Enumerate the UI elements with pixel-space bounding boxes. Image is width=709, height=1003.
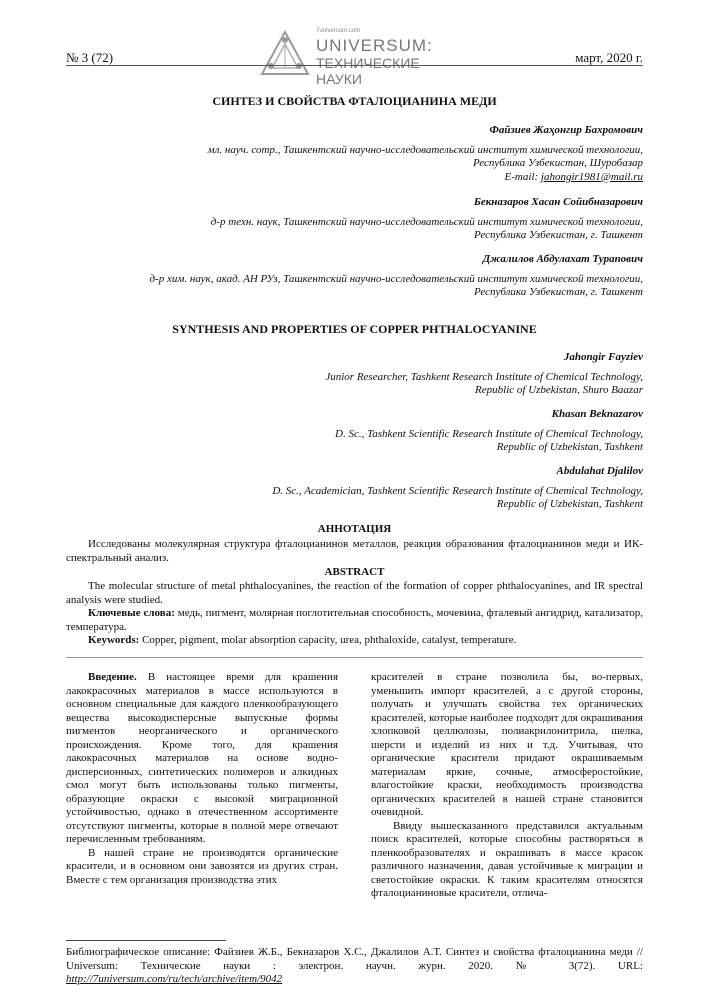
- author-location: Republic of Uzbekistan, Shuro Baazar: [475, 384, 643, 396]
- body-paragraph: Ввиду вышесказанного представился актуальным поиск красителей, которые способны растворяться в пленкообразователях и окрашивать в массе красок различного назначения, давая устойчивые к миграции и светостойкие окраски. К таким красителям относятся фталоцианиновые красители, отлича-: [371, 819, 643, 899]
- author-affiliation: д-р хим. наук, акад. АН РУз, Ташкентский научно-исследовательский институт химической технологии,: [149, 272, 643, 285]
- author-location: Республика Узбекистан, г. Ташкент: [474, 229, 643, 241]
- author-location: Republic of Uzbekistan, Tashkent: [496, 498, 643, 510]
- abstract-ru-heading: АННОТАЦИЯ: [317, 523, 392, 535]
- issue-number: № 3 (72): [66, 50, 114, 65]
- citation-url-link[interactable]: http://7universum.com/ru/tech/archive/item/9042: [66, 973, 283, 985]
- ru-title: СИНТЕЗ И СВОЙСТВА ФТАЛОЦИАНИНА МЕДИ: [212, 94, 497, 108]
- keywords-ru: [66, 607, 643, 634]
- body-paragraph: красителей в стране позволила бы, во-первых, уменьшить импорт красителей, а с другой стороны, получать и улучшать свойства тех органических красителей, которые наиболее подходят для окрашивания хлопковой целлюлозы, полиакрилонитрила, шелка, шерсти и изделий из них и т.д. Учитывая, что органические красители придают окрашиваемым материалам яркие, сочные, атмосферостойкие, влагостойкие краски, необходимость производства органических красителей в нашей стране становится очевидной.: [371, 671, 643, 818]
- intro-label: Введение.: [88, 671, 137, 683]
- keywords-en-label: Keywords:: [88, 634, 140, 646]
- journal-logo: [258, 28, 458, 87]
- author-name: Abdulahat Djalilov: [556, 465, 643, 477]
- header-divider: [66, 65, 643, 66]
- author-affiliation: D. Sc., Academician, Tashkent Scientific Research Institute of Chemical Technology,: [272, 484, 643, 497]
- author-name: Khasan Beknazarov: [551, 408, 643, 420]
- keywords-en-text: Copper, pigment, molar absorption capacity, urea, phthaloxide, catalyst, temperature.: [139, 634, 517, 646]
- issue-date: март, 2020 г.: [575, 50, 643, 65]
- body-right-column: [371, 671, 643, 901]
- page-header: [66, 28, 643, 87]
- ru-author-2: [211, 196, 643, 243]
- author-affiliation: Junior Researcher, Tashkent Research Institute of Chemical Technology,: [325, 370, 643, 383]
- body-left-column: [66, 671, 338, 887]
- citation-text: Библиографическое описание: Файзиев Ж.Б., Бекназаров Х.С., Джалилов А.Т. Синтез и свойства фталоцианина меди // Universum: Технические науки : электрон. научн. журн. 2020. № 3(72). URL:: [66, 946, 643, 972]
- abstract-ru-text: Исследованы молекулярная структура фталоцианинов металлов, реакция образования фталоцианинов меди и ИК-спектральный анализ.: [66, 538, 643, 564]
- en-author-3: [272, 465, 643, 512]
- abstract-en-heading: ABSTRACT: [324, 566, 385, 578]
- author-affiliation: D. Sc., Tashkent Scientific Research Institute of Chemical Technology,: [335, 427, 643, 440]
- keywords-en: [66, 634, 643, 648]
- citation-footnote: [66, 946, 643, 987]
- author-affiliation: мл. науч. сотр., Ташкентский научно-исследовательский институт химической технологии,: [207, 143, 643, 156]
- author-location: Республика Узбекистан, г. Ташкент: [474, 286, 643, 298]
- en-author-1: [325, 351, 643, 398]
- author-location: Республика Узбекистан, Шуробазар: [472, 157, 643, 169]
- intro-paragraph: Введение. В настоящее время для крашения лакокрасочных материалов в массе используются в основном специальные для каждого пленкообразующего вещества высокодисперсные выпускные формы пигментов неорганического и органического происхождения. Кроме того, для крашения лакокрасочных материалов на основе водно-дисперсионных, синтетических полимеров и алкидных смол могут быть использованы только пигменты, образующие окраски с высокой миграционной устойчивостью, однако в отечественном ассортименте отсутствуют пигменты, которые в полной мере отвечают перечисленным требованиям.: [66, 671, 338, 845]
- author-name: Jahongir Fayziev: [563, 351, 643, 363]
- abstract-en-text: The molecular structure of metal phthalocyanines, the reaction of the formation of copper phthalocyanines, and IR spectral analysis were studied.: [66, 580, 643, 606]
- author-email-link[interactable]: jahongir1981@mail.ru: [540, 170, 643, 183]
- author-affiliation: д-р техн. наук, Ташкентский научно-исследовательский институт химической технологии,: [210, 215, 643, 228]
- ru-author-3: [149, 253, 643, 300]
- logo-title: UNIVERSUM:: [316, 36, 433, 55]
- abstract-divider: [66, 657, 643, 658]
- logo-subtitle: ТЕХНИЧЕСКИЕ НАУКИ: [316, 55, 420, 87]
- keywords-ru-text: медь, пигмент, молярная поглотительная способность, мочевина, фталевый ангидрид, катализатор, температура.: [66, 607, 643, 633]
- email-label: E-mail:: [504, 170, 541, 183]
- ru-author-1: [208, 124, 643, 184]
- author-name: Файзиев Жаҳонгир Бахромович: [489, 124, 643, 136]
- en-title: SYNTHESIS AND PROPERTIES OF COPPER PHTHALOCYANINE: [172, 322, 537, 336]
- author-name: Бекназаров Хасан Сойибназарович: [473, 196, 643, 208]
- footnote-divider: [66, 940, 226, 941]
- keywords-ru-label: Ключевые слова:: [88, 607, 175, 619]
- en-author-2: [335, 408, 643, 455]
- logo-site: 7universum.com: [316, 28, 361, 34]
- author-name: Джалилов Абдулахат Турапович: [482, 253, 643, 265]
- body-paragraph: В нашей стране не производятся органические красители, и в основном они завозятся из других стран. Вместе с тем организация производства этих: [66, 846, 338, 886]
- author-location: Republic of Uzbekistan, Tashkent: [496, 441, 643, 453]
- logo-emblem-icon: [258, 28, 312, 78]
